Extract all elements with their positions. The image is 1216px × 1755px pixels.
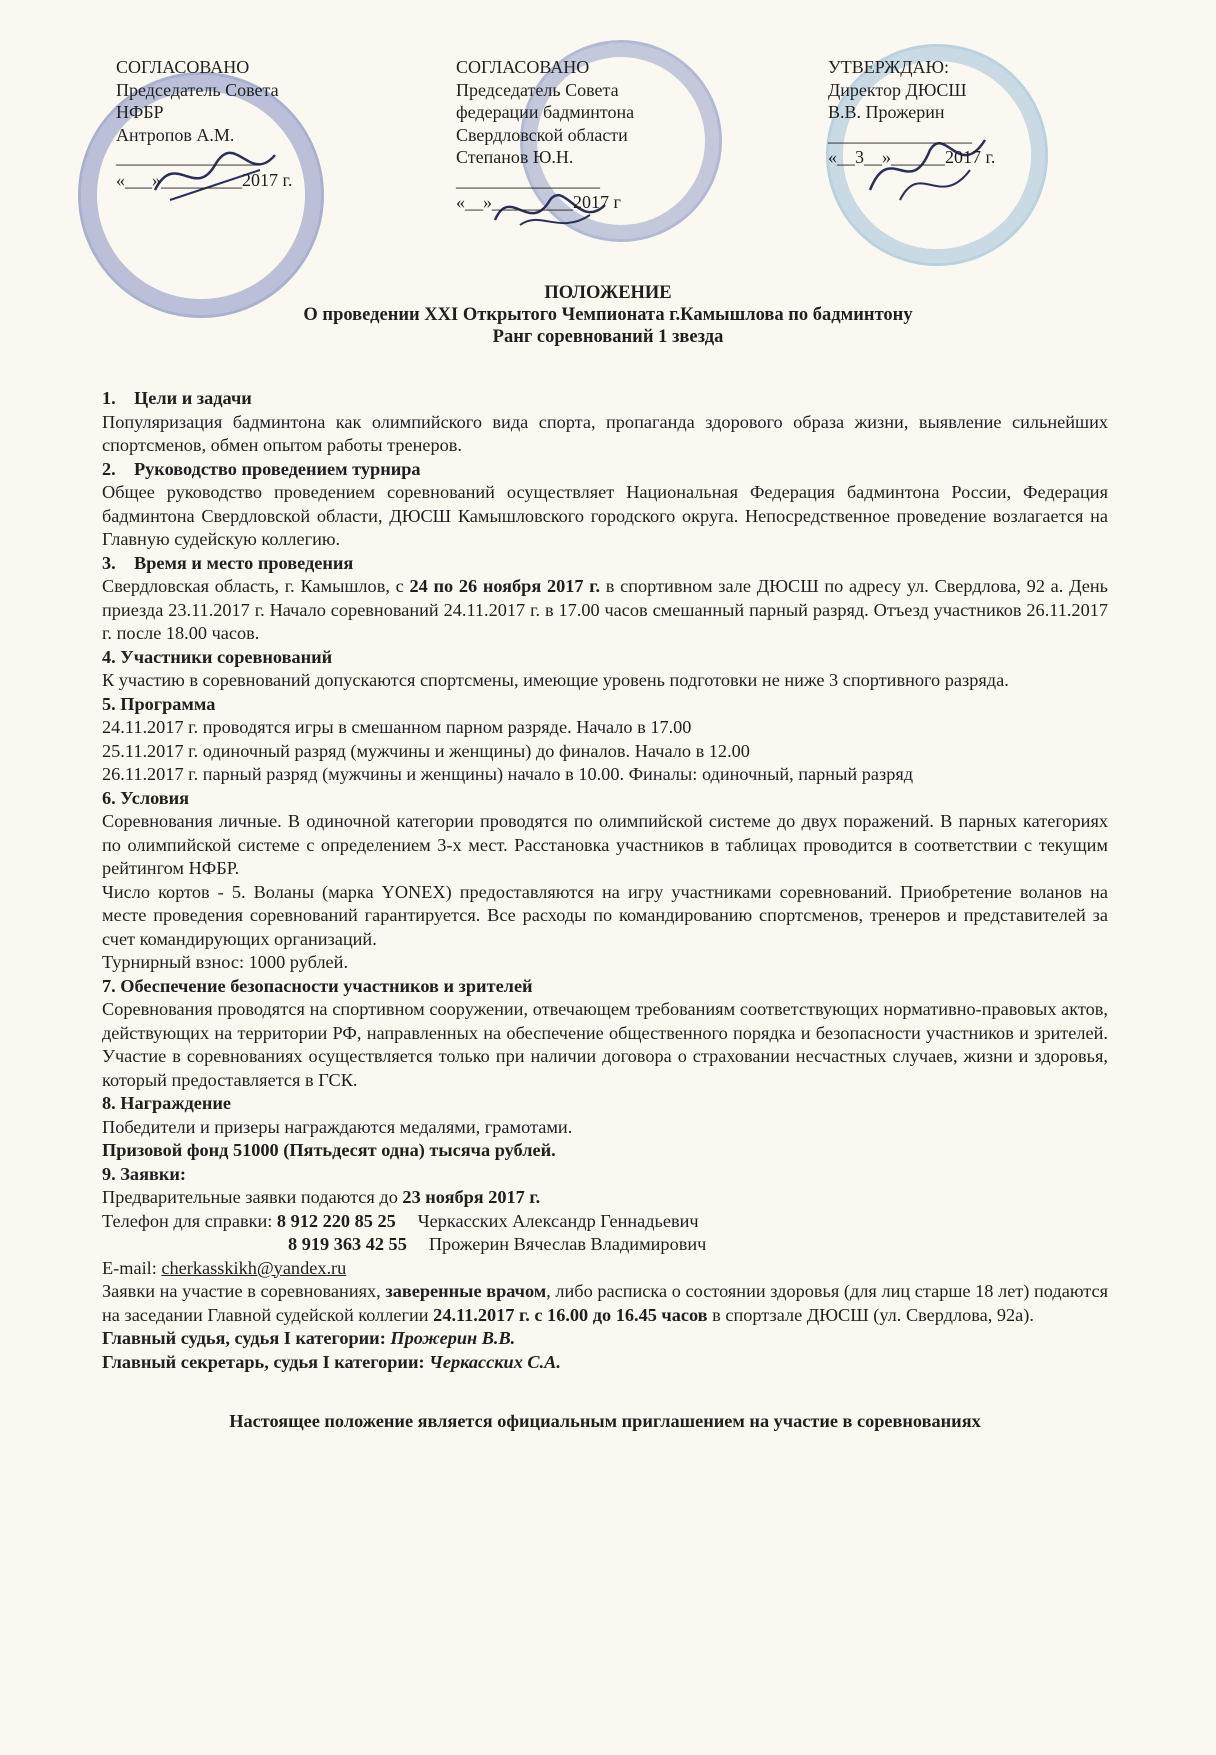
section-heading: 2. Руководство проведением турнира (102, 458, 421, 479)
application-requirements: Заявки на участие в соревнованиях, заверенные врачом, либо расписка о состоянии здоровья (для лиц старше 18 лет) подаются на заседании Главной судейской коллегии 24.11.2017 г. с 16.00 до 16.45 часов в спортзале ДЮСШ (ул. Свердлова, 92а). (102, 1281, 1108, 1325)
contact-phone-2: 8 919 363 42 55 Прожерин Вячеслав Владимирович (288, 1234, 707, 1254)
approval-organization: Свердловской области (456, 124, 628, 145)
program-line: 26.11.2017 г. парный разряд (мужчины и женщины) начало в 10.00. Финалы: одиночный, парный разряд (102, 764, 914, 784)
section-text: К участию в соревнований допускаются спортсмены, имеющие уровень подготовки не ниже 3 спортивного разряда. (102, 670, 1009, 690)
approval-signature-line: ________________ (116, 147, 260, 167)
approval-position: Директор ДЮСШ (828, 79, 967, 100)
section-text: Популяризация бадминтона как олимпийского вида спорта, пропаганда здорового образа жизни, выявление сильнейших спортсменов, обмен опытом работы тренеров. (102, 411, 1108, 455)
section-text: Общее руководство проведением соревнований осуществляет Национальная Федерация бадминтона России, Федерация бадминтона Свердловской области, ДЮСШ Камышловского городского округа. Непосредственное проведение возлагается на Главную судейскую коллегию. (102, 482, 1108, 549)
approval-block-nfbr (116, 56, 346, 191)
approval-signature-line: ________________ (828, 124, 972, 145)
approval-person: В.В. Прожерин (828, 102, 945, 122)
approval-block-regional (456, 56, 696, 214)
approval-heading: УТВЕРЖДАЮ: (828, 57, 950, 77)
section-heading: 9. Заявки: (102, 1163, 186, 1184)
title-line: О проведении XXI Открытого Чемпионата г.Камышлова по бадминтону (303, 305, 913, 325)
contact-email: E-mail: cherkasskikh@yandex.ru (102, 1257, 347, 1278)
prize-fund: Призовой фонд 51000 (Пятьдесят одна) тысяча рублей. (102, 1140, 556, 1160)
section-heading: 4. Участники соревнований (102, 646, 333, 667)
chief-judge: Главный судья, судья I категории: Прожерин В.В. (102, 1328, 516, 1348)
pre-application: Предварительные заявки подаются до 23 ноября 2017 г. (102, 1187, 541, 1207)
approval-person: Антропов А.М. (116, 124, 235, 145)
program-line: 25.11.2017 г. одиночный разряд (мужчины и женщины) до финалов. Начало в 12.00 (102, 740, 750, 761)
section-heading: 8. Награждение (102, 1093, 232, 1113)
title-line: ПОЛОЖЕНИЕ (544, 283, 672, 303)
official-invitation-note: Настоящее положение является официальным приглашением на участие в соревнованиях (229, 1411, 981, 1431)
section-heading: 5. Программа (102, 693, 216, 714)
approval-position: Председатель Совета (116, 79, 279, 100)
entry-fee: Турнирный взнос: 1000 рублей. (102, 952, 349, 972)
approval-organization: федерации бадминтона (456, 102, 635, 122)
contact-phone-1: Телефон для справки: 8 912 220 85 25 Черкасских Александр Геннадьевич (102, 1210, 699, 1231)
approval-organization: НФБР (116, 102, 164, 122)
approval-heading: СОГЛАСОВАНО (456, 57, 590, 77)
approval-block-director (828, 56, 1088, 169)
section-heading: 1. Цели и задачи (102, 388, 252, 408)
document-title (0, 282, 1216, 348)
program-line: 24.11.2017 г. проводятся игры в смешанном парном разряде. Начало в 17.00 (102, 717, 692, 737)
section-heading: 3. Время и место проведения (102, 552, 354, 573)
approval-signature-line: ________________ (456, 169, 600, 190)
section-heading: 6. Условия (102, 787, 190, 808)
section-text: Соревнования проводятся на спортивном сооружении, отвечающем требованиям соответствующих нормативно-правовых актов, действующих на территории РФ, направленных на обеспечение общественного порядка и безопасности участников и зрителей. Участие в соревнованиях осуществляется только при наличии договора о страховании несчастных случаев, жизни и здоровья, который предоставляется в ГСК. (102, 999, 1108, 1090)
approval-heading: СОГЛАСОВАНО (116, 57, 250, 77)
chief-secretary: Главный секретарь, судья I категории: Черкасских С.А. (102, 1351, 561, 1372)
approval-date: «___»_________2017 г. (116, 169, 293, 190)
approval-person: Степанов Ю.Н. (456, 147, 574, 167)
title-line: Ранг соревнований 1 звезда (492, 327, 724, 347)
section-heading: 7. Обеспечение безопасности участников и зрителей (102, 975, 533, 996)
section-text: Соревнования личные. В одиночной категории проводятся по олимпийской системе до двух поражений. В парных категориях по олимпийской системе с определением 3-х мест. Расстановка участников в таблицах проводится в соответствии с текущим рейтингом НФБР. (102, 811, 1108, 878)
approval-blocks (0, 56, 1216, 256)
approval-date: «__»_________2017 г (456, 192, 621, 212)
section-text: Свердловская область, г. Камышлов, с 24 по 26 ноября 2017 г. в спортивном зале ДЮСШ по адресу ул. Свердлова, 92 а. День приезда 23.11.2017 г. Начало соревнований 24.11.2017 г. в 17.00 часов смешанный парный разряд. Отъезд участников 26.11.2017 г. после 18.00 часов. (102, 576, 1108, 643)
approval-date: «__3__»______2017 г. (828, 147, 996, 167)
email-link[interactable]: cherkasskikh@yandex.ru (161, 1257, 347, 1278)
document-body (102, 387, 1108, 1434)
section-text: Число кортов - 5. Воланы (марка YONEX) предоставляются на игру участниками соревнований. Приобретение воланов на месте проведения соревнований гарантируется. Все расходы по командированию спортсменов, тренеров и представителей за счет командирующих организаций. (102, 881, 1108, 949)
approval-position: Председатель Совета (456, 79, 619, 100)
award-text: Победители и призеры награждаются медалями, грамотами. (102, 1116, 573, 1137)
